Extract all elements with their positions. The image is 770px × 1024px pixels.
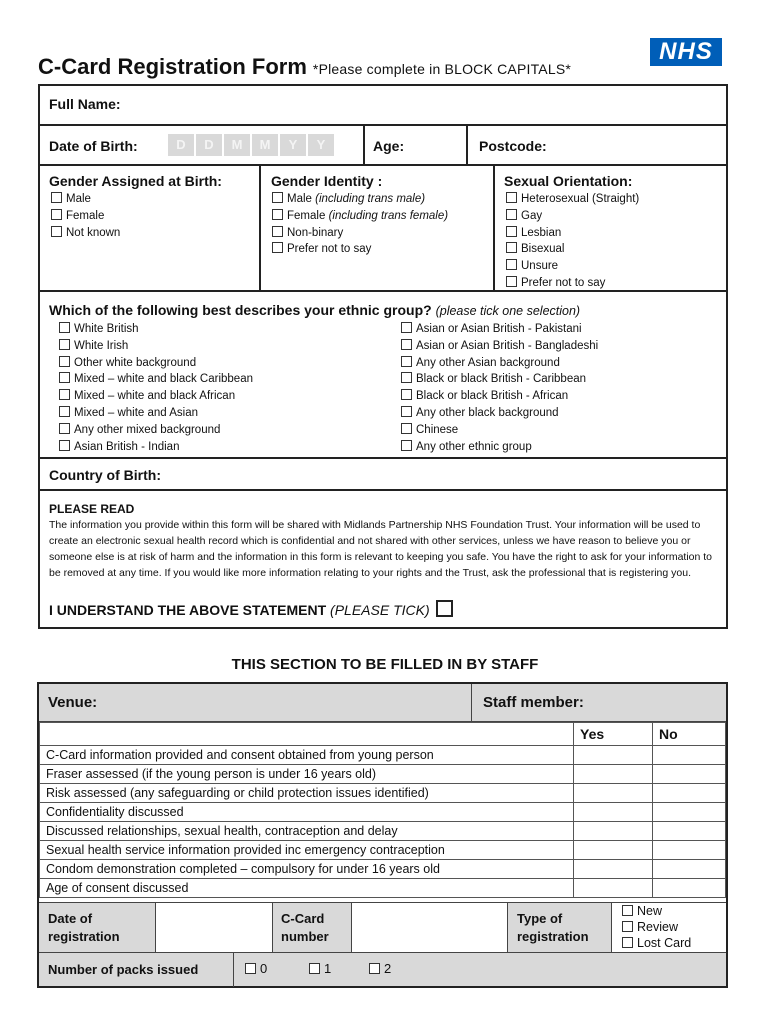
dob-cells	[168, 134, 336, 156]
checkbox-icon[interactable]	[622, 921, 633, 932]
please-read-heading: PLEASE READ	[49, 502, 135, 516]
ethnic-right-options	[401, 321, 598, 455]
venue-row	[39, 684, 726, 722]
orientation-heading: Sexual Orientation:	[504, 173, 633, 189]
gender-identity-section	[259, 164, 495, 292]
checkbox-icon[interactable]	[506, 276, 517, 287]
ethnic-option[interactable]: Any other Asian background	[401, 355, 598, 372]
checkbox-icon[interactable]	[59, 372, 70, 383]
checkbox-icon[interactable]	[506, 192, 517, 203]
ccard-label-cell	[273, 903, 352, 953]
ethnic-question: Which of the following best describes your ethnic group? (please tick one selection)	[49, 302, 581, 318]
checkbox-icon[interactable]	[59, 339, 70, 350]
option-female[interactable]: Female	[51, 208, 120, 225]
yes-cell[interactable]	[574, 841, 653, 860]
packs-row	[39, 952, 726, 986]
ethnic-option[interactable]: Asian or Asian British - Bangladeshi	[401, 338, 598, 355]
date-label-cell	[39, 903, 156, 953]
type-label-cell	[508, 903, 612, 953]
ethnic-option[interactable]: Mixed – white and black African	[59, 388, 253, 405]
no-cell[interactable]	[653, 765, 726, 784]
checkbox-icon[interactable]	[59, 322, 70, 333]
orientation-options	[506, 191, 639, 292]
option-male[interactable]: Male	[51, 191, 120, 208]
checkbox-icon[interactable]	[59, 406, 70, 417]
checkbox-icon[interactable]	[401, 423, 412, 434]
please-read-text: The information you provide within this form will be shared with Midlands Partnership NHS Foundation Trust. Your information will be used to create an electronic sexual health record which is confidential and not shared with other services, unless we have reason to believe you or someone else is at risk of harm and the information in this form is relevant to keeping you safe. You have the right to ask for your information to be removed at any time. If you would like more information relating to your rights and the Trust, ask the professional that is registering you.	[49, 519, 713, 579]
understand-statement-text: I UNDERSTAND THE ABOVE STATEMENT	[49, 602, 327, 618]
form-title	[38, 54, 571, 80]
table-row: Age of consent discussed	[40, 879, 726, 898]
dob-label: Date of Birth:	[49, 138, 138, 154]
checkbox-icon[interactable]	[401, 356, 412, 367]
orientation-section	[493, 164, 728, 292]
checkbox-icon[interactable]	[272, 242, 283, 253]
ethnic-section	[38, 290, 728, 459]
ethnic-option[interactable]: Any other mixed background	[59, 422, 253, 439]
venue-divider	[471, 684, 472, 722]
table-row: Sexual health service information provided inc emergency contraception	[40, 841, 726, 860]
understand-statement-note: (PLEASE TICK)	[330, 602, 430, 618]
table-row: C-Card information provided and consent obtained from young person	[40, 746, 726, 765]
option-lesbian[interactable]: Lesbian	[506, 225, 639, 242]
option-heterosexual[interactable]: Heterosexual (Straight)	[506, 191, 639, 208]
checkbox-icon[interactable]	[506, 226, 517, 237]
ethnic-note: (please tick one selection)	[435, 304, 581, 318]
ethnic-option[interactable]: Mixed – white and black Caribbean	[59, 371, 253, 388]
postcode-field[interactable]	[466, 124, 728, 166]
no-header: No	[653, 723, 726, 746]
postcode-label: Postcode:	[479, 138, 547, 154]
country-of-birth-label: Country of Birth:	[49, 467, 161, 483]
option-bisexual[interactable]: Bisexual	[506, 241, 639, 258]
checkbox-icon[interactable]	[51, 192, 62, 203]
checklist-table	[39, 722, 726, 898]
packs-option-1[interactable]: 1	[309, 961, 331, 976]
ethnic-option[interactable]: Any other black background	[401, 405, 598, 422]
ethnic-option[interactable]: Asian or Asian British - Pakistani	[401, 321, 598, 338]
full-name-label: Full Name:	[49, 96, 121, 112]
packs-option-0[interactable]: 0	[245, 961, 267, 976]
registration-row	[39, 902, 726, 952]
no-cell[interactable]	[653, 879, 726, 898]
checkbox-icon[interactable]	[51, 226, 62, 237]
checkbox-icon[interactable]	[401, 440, 412, 451]
checkbox-icon[interactable]	[272, 192, 283, 203]
country-of-birth-field[interactable]	[38, 457, 728, 491]
ethnic-option[interactable]: White British	[59, 321, 253, 338]
option-female-identity[interactable]: Female (including trans female)	[272, 208, 448, 225]
staff-section	[37, 682, 728, 988]
venue-label: Venue:	[48, 694, 98, 711]
option-male-identity[interactable]: Male (including trans male)	[272, 191, 448, 208]
title-instruction: *Please complete in BLOCK CAPITALS*	[312, 61, 571, 77]
title-text: C-Card Registration Form	[38, 54, 307, 79]
checkbox-icon[interactable]	[51, 209, 62, 220]
checkbox-icon[interactable]	[506, 259, 517, 270]
type-option-lost-card[interactable]: Lost Card	[622, 935, 691, 951]
checkbox-icon[interactable]	[59, 356, 70, 367]
staff-section-title: THIS SECTION TO BE FILLED IN BY STAFF	[231, 656, 539, 673]
checkbox-icon[interactable]	[272, 209, 283, 220]
ethnic-option[interactable]: Black or black British - African	[401, 388, 598, 405]
staff-member-label: Staff member:	[483, 694, 584, 711]
table-row: Discussed relationships, sexual health, contraception and delay	[40, 822, 726, 841]
checkbox-icon[interactable]	[506, 242, 517, 253]
checklist-header-blank	[40, 723, 574, 746]
checkbox-icon[interactable]	[309, 963, 320, 974]
ethnic-option[interactable]: Chinese	[401, 422, 598, 439]
understand-statement	[49, 600, 457, 618]
checkbox-icon[interactable]	[59, 440, 70, 451]
please-read-section	[38, 489, 728, 629]
no-cell[interactable]	[653, 803, 726, 822]
checkbox-icon[interactable]	[506, 209, 517, 220]
dob-cell-month-2[interactable]: M	[252, 134, 278, 156]
checkbox-icon[interactable]	[369, 963, 380, 974]
dob-field[interactable]	[38, 124, 365, 166]
dob-cell-day-2[interactable]: D	[196, 134, 222, 156]
gender-identity-heading: Gender Identity :	[271, 173, 383, 189]
option-unsure[interactable]: Unsure	[506, 258, 639, 275]
yes-cell[interactable]	[574, 784, 653, 803]
no-cell[interactable]	[653, 746, 726, 765]
type-option-review[interactable]: Review	[622, 919, 691, 935]
no-cell[interactable]	[653, 860, 726, 879]
gender-birth-options	[51, 191, 120, 241]
age-field[interactable]	[363, 124, 468, 166]
gender-birth-section	[38, 164, 261, 292]
ccard-number-input[interactable]	[352, 903, 508, 953]
checkbox-icon[interactable]	[401, 372, 412, 383]
ethnic-option[interactable]: Other white background	[59, 355, 253, 372]
ccard-number-label: C-Card number	[281, 911, 329, 944]
nhs-logo: NHS	[650, 38, 722, 66]
yes-cell[interactable]	[574, 860, 653, 879]
gender-birth-heading: Gender Assigned at Birth:	[49, 173, 222, 189]
type-options	[622, 903, 691, 951]
checkbox-icon[interactable]	[622, 905, 633, 916]
checkbox-icon[interactable]	[622, 937, 633, 948]
option-not-known[interactable]: Not known	[51, 225, 120, 242]
yes-cell[interactable]	[574, 765, 653, 784]
understand-checkbox-icon[interactable]	[436, 600, 453, 617]
ethnic-option[interactable]: White Irish	[59, 338, 253, 355]
checkbox-icon[interactable]	[401, 339, 412, 350]
no-cell[interactable]	[653, 822, 726, 841]
checkbox-icon[interactable]	[59, 423, 70, 434]
table-row: Risk assessed (any safeguarding or child protection issues identified)	[40, 784, 726, 803]
dob-cell-year-2[interactable]: Y	[308, 134, 334, 156]
ethnic-option[interactable]: Black or black British - Caribbean	[401, 371, 598, 388]
packs-option-2[interactable]: 2	[369, 961, 391, 976]
ethnic-option[interactable]: Any other ethnic group	[401, 439, 598, 456]
dob-cell-day-1[interactable]: D	[168, 134, 194, 156]
no-cell[interactable]	[653, 841, 726, 860]
age-label: Age:	[373, 138, 405, 154]
checkbox-icon[interactable]	[59, 389, 70, 400]
checkbox-icon[interactable]	[272, 226, 283, 237]
checkbox-icon[interactable]	[401, 406, 412, 417]
dob-cell-year-1[interactable]: Y	[280, 134, 306, 156]
checkbox-icon[interactable]	[245, 963, 256, 974]
option-gay[interactable]: Gay	[506, 208, 639, 225]
no-cell[interactable]	[653, 784, 726, 803]
date-of-registration-input[interactable]	[156, 903, 273, 953]
yes-cell[interactable]	[574, 822, 653, 841]
option-prefer-not-identity[interactable]: Prefer not to say	[272, 241, 448, 258]
ethnic-option[interactable]: Mixed – white and Asian	[59, 405, 253, 422]
packs-issued-label: Number of packs issued	[48, 962, 199, 977]
full-name-field[interactable]	[38, 84, 728, 126]
checkbox-icon[interactable]	[401, 389, 412, 400]
table-row: Fraser assessed (if the young person is under 16 years old)	[40, 765, 726, 784]
table-row: Condom demonstration completed – compulsory for under 16 years old	[40, 860, 726, 879]
checklist-header-row	[40, 723, 726, 746]
option-prefer-not-orientation[interactable]: Prefer not to say	[506, 275, 639, 292]
dob-cell-month-1[interactable]: M	[224, 134, 250, 156]
type-of-registration-label: Type of registration	[517, 911, 589, 944]
ethnic-option[interactable]: Asian British - Indian	[59, 439, 253, 456]
yes-cell[interactable]	[574, 803, 653, 822]
packs-label-divider	[233, 953, 234, 987]
yes-header: Yes	[574, 723, 653, 746]
checkbox-icon[interactable]	[401, 322, 412, 333]
yes-cell[interactable]	[574, 879, 653, 898]
ethnic-left-options	[59, 321, 253, 455]
date-of-registration-label: Date of registration	[48, 911, 120, 944]
option-non-binary[interactable]: Non-binary	[272, 225, 448, 242]
type-option-new[interactable]: New	[622, 903, 691, 919]
yes-cell[interactable]	[574, 746, 653, 765]
gender-identity-options	[272, 191, 448, 258]
table-row: Confidentiality discussed	[40, 803, 726, 822]
